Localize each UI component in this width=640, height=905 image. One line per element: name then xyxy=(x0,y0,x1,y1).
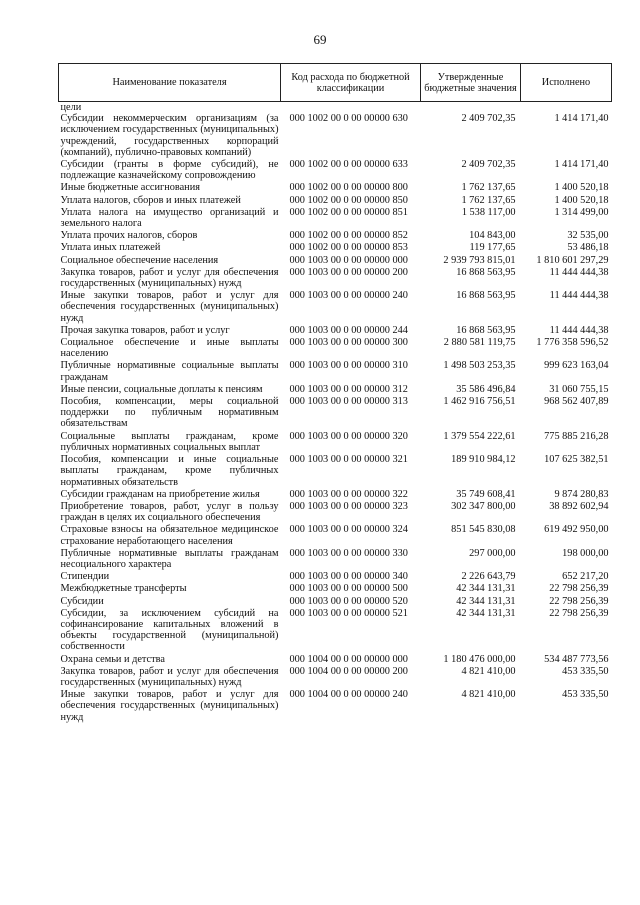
row-approved-value: 16 868 563,95 xyxy=(456,290,516,302)
table-row xyxy=(59,242,612,254)
row-executed-value: 198 000,00 xyxy=(562,547,609,559)
row-budget-code: 000 1004 00 0 00 00000 240 xyxy=(289,689,408,701)
row-approved-value: 1 762 137,65 xyxy=(461,194,516,206)
row-executed-value: 968 562 407,89 xyxy=(544,396,609,408)
row-executed-value: 1 776 358 596,52 xyxy=(536,337,609,349)
table-row xyxy=(59,548,612,571)
row-executed-value: 1 400 520,18 xyxy=(554,194,609,206)
row-executed-value: 11 444 444,38 xyxy=(549,290,609,302)
row-executed-value: 1 314 499,00 xyxy=(554,206,609,218)
row-approved-value: 1 180 476 000,00 xyxy=(443,653,516,665)
row-budget-code: 000 1003 00 0 00 00000 340 xyxy=(289,571,408,583)
row-approved-value: 189 910 984,12 xyxy=(451,454,516,466)
header-executed: Исполнено xyxy=(521,64,612,102)
page-number: 69 xyxy=(313,32,327,47)
row-approved-value: 1 498 503 253,35 xyxy=(443,360,516,372)
row-name: Публичные нормативные социальные выплаты гражданам xyxy=(60,360,279,383)
row-budget-code: 000 1003 00 0 00 00000 323 xyxy=(289,500,408,512)
row-budget-code: 000 1004 00 0 00 00000 000 xyxy=(289,653,408,665)
table-row xyxy=(59,113,612,159)
row-name: Стипендии xyxy=(60,571,110,583)
row-name: Страховые взносы на обязательное медицинское страхование неработающего населения xyxy=(60,524,279,547)
table-row xyxy=(59,654,612,666)
row-budget-code: 000 1003 00 0 00 00000 500 xyxy=(289,583,408,595)
header-budget-code: Код расхода по бюджетной классификации xyxy=(281,64,421,102)
row-executed-value: 1 414 171,40 xyxy=(554,159,609,171)
table-row xyxy=(59,524,612,547)
row-executed-value: 619 492 950,00 xyxy=(544,524,609,536)
row-executed-value: 534 487 773,56 xyxy=(544,653,609,665)
row-budget-code: 000 1003 00 0 00 00000 300 xyxy=(289,337,408,349)
table-row xyxy=(59,195,612,207)
row-approved-value: 16 868 563,95 xyxy=(456,324,516,336)
budget-table-container xyxy=(58,63,611,724)
row-budget-code: 000 1002 00 0 00 00000 633 xyxy=(289,159,408,171)
row-executed-value: 453 335,50 xyxy=(562,665,609,677)
row-budget-code: 000 1002 00 0 00 00000 852 xyxy=(289,230,408,242)
table-header xyxy=(59,64,612,102)
row-approved-value: 119 177,65 xyxy=(469,242,516,254)
continuation-row xyxy=(59,102,612,114)
row-budget-code: 000 1003 00 0 00 00000 000 xyxy=(289,254,408,266)
row-name: Субсидии гражданам на приобретение жилья xyxy=(60,488,260,500)
row-budget-code: 000 1003 00 0 00 00000 521 xyxy=(289,607,408,619)
table-row xyxy=(59,501,612,524)
budget-execution-table xyxy=(58,63,612,724)
row-executed-value: 22 798 256,39 xyxy=(549,583,609,595)
row-executed-value: 11 444 444,38 xyxy=(549,324,609,336)
row-approved-value: 4 821 410,00 xyxy=(461,665,516,677)
row-name: Пособия, компенсации и иные социальные выплаты гражданам, кроме публичных нормативных обязательств xyxy=(60,454,279,488)
row-budget-code: 000 1002 00 0 00 00000 630 xyxy=(289,113,408,125)
table-row xyxy=(59,337,612,360)
row-executed-value: 53 486,18 xyxy=(567,242,609,254)
row-approved-value: 42 344 131,31 xyxy=(456,607,516,619)
row-name: Иные закупки товаров, работ и услуг для обеспечения государственных (муниципальных) нужд xyxy=(60,290,279,324)
row-name: Социальные выплаты гражданам, кроме публичных нормативных социальных выплат xyxy=(60,430,279,453)
continuation-text: цели xyxy=(60,102,82,113)
row-name: Уплата прочих налогов, сборов xyxy=(60,230,198,242)
row-executed-value: 32 535,00 xyxy=(567,230,609,242)
row-budget-code: 000 1003 00 0 00 00000 200 xyxy=(289,266,408,278)
row-approved-value: 35 586 496,84 xyxy=(456,383,516,395)
table-body xyxy=(59,102,612,724)
table-row xyxy=(59,489,612,501)
row-approved-value: 2 880 581 119,75 xyxy=(443,337,516,349)
row-name: Иные закупки товаров, работ и услуг для обеспечения государственных (муниципальных) нужд xyxy=(60,689,279,723)
row-approved-value: 2 226 643,79 xyxy=(461,571,516,583)
table-row xyxy=(59,571,612,583)
table-row xyxy=(59,431,612,454)
row-executed-value: 1 400 520,18 xyxy=(554,182,609,194)
table-row xyxy=(59,666,612,689)
row-executed-value: 31 060 755,15 xyxy=(549,383,609,395)
row-approved-value: 1 379 554 222,61 xyxy=(443,430,516,442)
table-row xyxy=(59,596,612,608)
row-name: Охрана семьи и детства xyxy=(60,653,165,665)
table-row xyxy=(59,396,612,431)
row-executed-value: 107 625 382,51 xyxy=(544,454,609,466)
row-name: Субсидии xyxy=(60,595,104,607)
row-approved-value: 1 762 137,65 xyxy=(461,182,516,194)
row-approved-value: 4 821 410,00 xyxy=(461,689,516,701)
row-name: Уплата иных платежей xyxy=(60,242,161,254)
row-budget-code: 000 1002 00 0 00 00000 853 xyxy=(289,242,408,254)
row-budget-code: 000 1002 00 0 00 00000 851 xyxy=(289,206,408,218)
row-name: Субсидии, за исключением субсидий на софинансирование капитальных вложений в объекты государственной (муниципальной) собственности xyxy=(60,607,279,653)
row-executed-value: 652 217,20 xyxy=(562,571,609,583)
row-name: Публичные нормативные выплаты гражданам несоциального характера xyxy=(60,547,279,570)
table-row xyxy=(59,608,612,654)
row-executed-value: 775 885 216,28 xyxy=(544,430,609,442)
table-row xyxy=(59,325,612,337)
row-approved-value: 42 344 131,31 xyxy=(456,583,516,595)
row-approved-value: 35 749 608,41 xyxy=(456,488,516,500)
row-budget-code: 000 1002 00 0 00 00000 850 xyxy=(289,194,408,206)
row-name: Прочая закупка товаров, работ и услуг xyxy=(60,324,230,336)
row-executed-value: 1 810 601 297,29 xyxy=(536,254,609,266)
row-budget-code: 000 1003 00 0 00 00000 321 xyxy=(289,454,408,466)
row-name: Иные пенсии, социальные доплаты к пенсиям xyxy=(60,383,263,395)
table-row xyxy=(59,290,612,325)
header-approved-values: Утвержденные бюджетные значения xyxy=(421,64,521,102)
row-executed-value: 1 414 171,40 xyxy=(554,113,609,125)
row-executed-value: 9 874 280,83 xyxy=(554,488,609,500)
row-name: Иные бюджетные ассигнования xyxy=(60,182,200,194)
row-budget-code: 000 1003 00 0 00 00000 322 xyxy=(289,488,408,500)
table-row xyxy=(59,230,612,242)
row-executed-value: 11 444 444,38 xyxy=(549,266,609,278)
row-name: Социальное обеспечение населения xyxy=(60,254,219,266)
row-budget-code: 000 1004 00 0 00 00000 200 xyxy=(289,665,408,677)
row-budget-code: 000 1003 00 0 00 00000 324 xyxy=(289,524,408,536)
row-approved-value: 2 409 702,35 xyxy=(461,159,516,171)
row-name: Закупка товаров, работ и услуг для обеспечения государственных (муниципальных) нужд xyxy=(60,665,279,688)
row-approved-value: 42 344 131,31 xyxy=(456,595,516,607)
row-budget-code: 000 1003 00 0 00 00000 310 xyxy=(289,360,408,372)
row-budget-code: 000 1003 00 0 00 00000 312 xyxy=(289,383,408,395)
row-name: Закупка товаров, работ и услуг для обеспечения государственных (муниципальных) нужд xyxy=(60,266,279,290)
row-executed-value: 453 335,50 xyxy=(562,689,609,701)
row-budget-code: 000 1003 00 0 00 00000 330 xyxy=(289,547,408,559)
header-row xyxy=(59,64,612,102)
row-name: Приобретение товаров, работ, услуг в пользу граждан в целях их социального обеспечения xyxy=(60,500,279,524)
row-name: Уплата налога на имущество организаций и земельного налога xyxy=(60,206,279,230)
table-row xyxy=(59,207,612,230)
row-approved-value: 1 538 117,00 xyxy=(461,206,516,218)
row-approved-value: 1 462 916 756,51 xyxy=(443,396,516,408)
table-row xyxy=(59,360,612,383)
row-approved-value: 2 939 793 815,01 xyxy=(443,254,516,266)
row-executed-value: 22 798 256,39 xyxy=(549,607,609,619)
row-name: Субсидии некоммерческим организациям (за исключением государственных (муниципальных) учреждений, государственных корпораций (компаний), публично-правовых компаний) xyxy=(60,113,279,158)
table-row xyxy=(59,583,612,595)
row-budget-code: 000 1003 00 0 00 00000 320 xyxy=(289,430,408,442)
row-executed-value: 999 623 163,04 xyxy=(544,360,609,372)
row-name: Межбюджетные трансферты xyxy=(60,583,187,595)
row-budget-code: 000 1003 00 0 00 00000 240 xyxy=(289,290,408,302)
row-approved-value: 16 868 563,95 xyxy=(456,266,516,278)
row-approved-value: 297 000,00 xyxy=(469,547,516,559)
table-row xyxy=(59,689,612,724)
row-name: Пособия, компенсации, меры социальной поддержки по публичным нормативным обязательствам xyxy=(60,396,279,430)
row-budget-code: 000 1003 00 0 00 00000 313 xyxy=(289,396,408,408)
table-row xyxy=(59,159,612,182)
row-approved-value: 104 843,00 xyxy=(469,230,516,242)
table-row xyxy=(59,384,612,396)
table-row xyxy=(59,454,612,489)
table-row xyxy=(59,182,612,194)
table-row xyxy=(59,255,612,267)
row-approved-value: 2 409 702,35 xyxy=(461,113,516,125)
row-budget-code: 000 1002 00 0 00 00000 800 xyxy=(289,182,408,194)
row-budget-code: 000 1003 00 0 00 00000 244 xyxy=(289,324,408,336)
row-name: Уплата налогов, сборов и иных платежей xyxy=(60,194,241,206)
header-indicator-name: Наименование показателя xyxy=(59,64,281,102)
row-name: Субсидии (гранты в форме субсидий), не подлежащие казначейскому сопровождению xyxy=(60,159,279,182)
row-name: Социальное обеспечение и иные выплаты населению xyxy=(60,337,279,360)
row-executed-value: 22 798 256,39 xyxy=(549,595,609,607)
table-row xyxy=(59,267,612,290)
row-approved-value: 851 545 830,08 xyxy=(451,524,516,536)
row-executed-value: 38 892 602,94 xyxy=(549,500,609,512)
row-budget-code: 000 1003 00 0 00 00000 520 xyxy=(289,595,408,607)
row-approved-value: 302 347 800,00 xyxy=(451,500,516,512)
